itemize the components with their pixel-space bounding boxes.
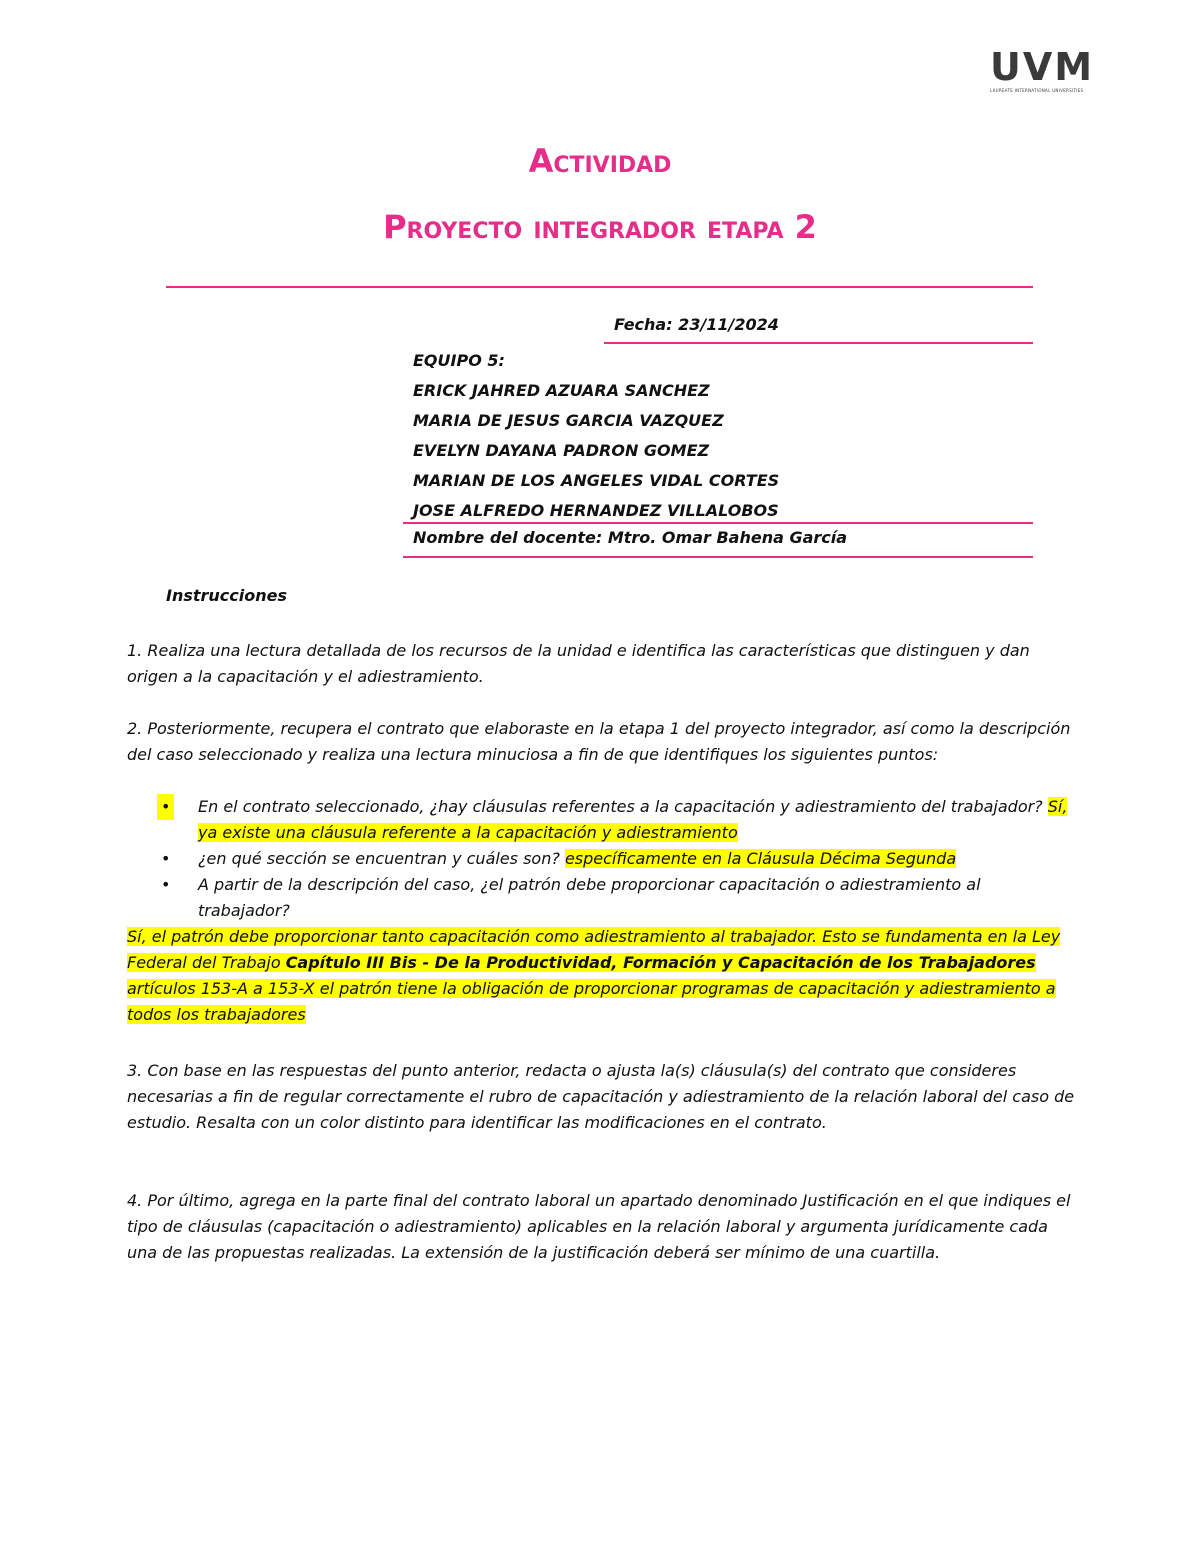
- uvm-logo: [990, 45, 1114, 94]
- document-subtitle: Proyecto integrador etapa 2: [383, 208, 817, 246]
- team-member: ERICK JAHRED AZUARA SANCHEZ: [413, 381, 710, 400]
- team-label: EQUIPO 5:: [413, 351, 505, 370]
- title-divider: [166, 286, 1033, 288]
- question-text: A partir de la descripción del caso, ¿el patrón debe proporcionar capacitación o adiestramiento al trabajador?: [198, 875, 981, 920]
- highlighted-answer-paragraph: [127, 924, 1077, 1028]
- bullet-icon: •: [161, 849, 171, 868]
- question-text: En el contrato seleccionado, ¿hay cláusulas referentes a la capacitación y adiestramiento del trabajador?: [198, 797, 1043, 816]
- bullet-icon: •: [161, 875, 171, 894]
- answer-bold: Capítulo III Bis - De la Productividad, Formación y Capacitación de los Trabajadores: [285, 953, 1036, 972]
- date-field: Fecha: 23/11/2024: [614, 315, 779, 334]
- answer-part-1: Sí, el patrón debe proporcionar tanto capacitación como adiestramiento al trabajador. Esto se fundamenta en la Ley Federal del Trabajo: [127, 927, 1061, 972]
- question-list: [127, 794, 1077, 924]
- instruction-4: 4. Por último, agrega en la parte final del contrato laboral un apartado denominado Justificación en el que indiques el tipo de cláusulas (capacitación o adiestramiento) aplicables en la relación laboral y argumenta jurídicamente cada una de las propuestas realizadas. La extensión de la justificación deberá ser mínimo de una cuartilla.: [127, 1191, 1071, 1262]
- highlighted-answer: Sí, ya existe una cláusula referente a la capacitación y adiestramiento: [198, 797, 1068, 842]
- question-text: ¿en qué sección se encuentran y cuáles son?: [198, 849, 560, 868]
- team-divider: [403, 522, 1033, 524]
- team-block: [413, 346, 1033, 526]
- team-member: EVELYN DAYANA PADRON GOMEZ: [413, 441, 710, 460]
- instruction-2: 2. Posteriormente, recupera el contrato que elaboraste en la etapa 1 del proyecto integrador, así como la descripción del caso seleccionado y realiza una lectura minuciosa a fin de que identifiques los siguientes puntos:: [127, 719, 1071, 764]
- instructions-heading: Instrucciones: [166, 586, 288, 605]
- team-member: MARIAN DE LOS ANGELES VIDAL CORTES: [413, 471, 780, 490]
- highlighted-answer: específicamente en la Cláusula Décima Segunda: [564, 849, 957, 868]
- logo-text: UVM: [990, 45, 1095, 89]
- list-item: [127, 872, 1077, 924]
- document-title: Actividad: [528, 142, 672, 180]
- teacher-name: Nombre del docente: Mtro. Omar Bahena García: [413, 528, 848, 547]
- teacher-divider: [403, 556, 1033, 558]
- date-divider: [604, 342, 1033, 344]
- list-item: [127, 846, 1077, 872]
- logo-subtitle: LAUREATE INTERNATIONAL UNIVERSITIES: [990, 88, 1084, 93]
- instruction-1: 1. Realiza una lectura detallada de los recursos de la unidad e identifica las características que distinguen y dan origen a la capacitación y el adiestramiento.: [127, 641, 1030, 686]
- instruction-3: 3. Con base en las respuestas del punto anterior, redacta o ajusta la(s) cláusula(s) del contrato que consideres necesarias a fin de regular correctamente el rubro de capacitación y adiestramiento de la relación laboral del caso de estudio. Resalta con un color distinto para identificar las modificaciones en el contrato.: [127, 1061, 1075, 1132]
- team-member: JOSE ALFREDO HERNANDEZ VILLALOBOS: [413, 501, 779, 520]
- list-item: [127, 794, 1077, 846]
- answer-part-2: artículos 153-A a 153-X el patrón tiene la obligación de proporcionar programas de capacitación y adiestramiento a todos los trabajadores: [127, 979, 1056, 1024]
- team-member: MARIA DE JESUS GARCIA VAZQUEZ: [413, 411, 724, 430]
- bullet-icon: •: [157, 794, 174, 820]
